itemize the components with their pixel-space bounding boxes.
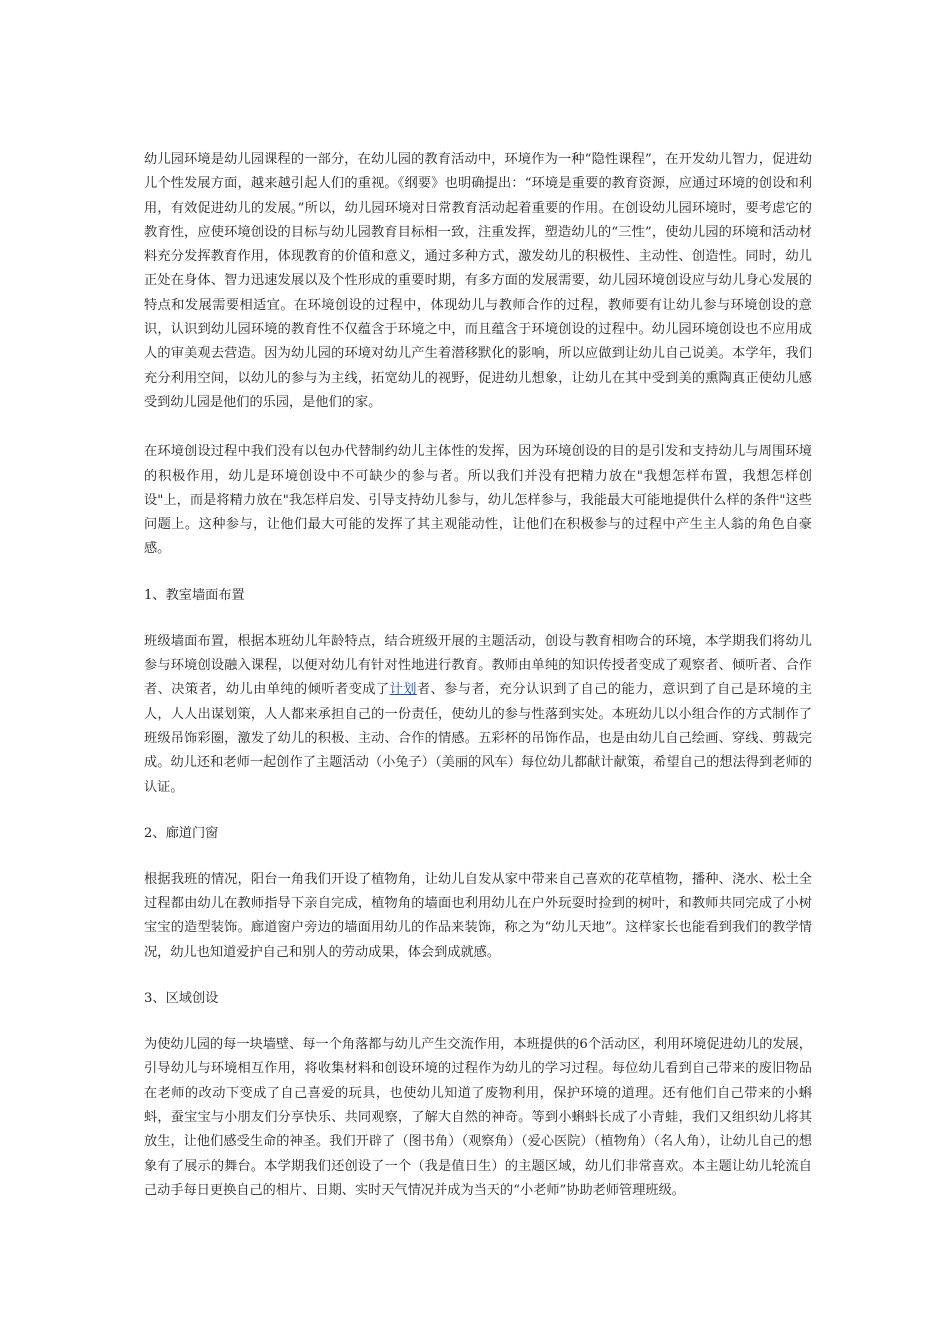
plan-link[interactable]: 计划	[389, 682, 417, 698]
participation-paragraph: 在环境创设过程中我们没有以包办代替制约幼儿主体性的发挥，因为环境创设的目的是引发和支持幼儿与周围环境的积极作用，幼儿是环境创设中不可缺少的参与者。所以我们并没有把精力放在"我想怎样布置，我想怎样创设"上，而是将精力放在"我怎样启发、引导支持幼儿参与，幼儿怎样参与，我能最大可能地提供什么样的条件"这些问题上。这种参与，让他们最大可能的发挥了其主观能动性，让他们在积极参与的过程中产生主人翁的角色自豪感。	[144, 444, 812, 557]
spacer	[144, 965, 812, 987]
spacer	[144, 1011, 812, 1033]
corridor-paragraph: 根据我班的情况，阳台一角我们开设了植物角，让幼儿自发从家中带来自己喜欢的花草植物，播种、浇水、松土全过程都由幼儿在教师指导下亲自完成，植物角的墙面也利用幼儿在户外玩耍时捡到的树叶，和教师共同完成了小树宝宝的造型装饰。廊道窗户旁边的墙面用幼儿的作品来装饰，称之为“幼儿天地”。这样家长也能看到我们的教学情况，幼儿也知道爱护自己和别人的劳动成果，体会到成就感。	[144, 871, 812, 960]
intro-paragraph: 幼儿园环境是幼儿园课程的一部分，在幼儿园的教育活动中，环境作为一种“隐性课程”，在开发幼儿智力，促进幼儿个性发展方面，越来越引起人们的重视。《纲要》也明确提出：“环境是重要的教育资源，应通过环境的创设和利用，有效促进幼儿的发展。”所以，幼儿园环境对日常教育活动起着重要的作用。在创设幼儿园环境时，要考虑它的教育性，应使环境创设的目标与幼儿园教育目标相一致，注重发挥，塑造幼儿的“三性”，使幼儿园的环境和活动材料充分发挥教育作用，体现教育的价值和意义，通过多种方式，激发幼儿的积极性、主动性、创造性。同时，幼儿正处在身体、智力迅速发展以及个性形成的重要时期，有多方面的发展需要，幼儿园环境创设应与幼儿身心发展的特点和发展需要相适宜。在环境创设的过程中，体现幼儿与教师合作的过程，教师要有让幼儿参与环境创设的意识，认识到幼儿园环境的教育性不仅蕴含于环境之中，而且蕴含于环境创设的过程中。幼儿园环境创设也不应用成人的审美观去营造。因为幼儿园的环境对幼儿产生着潜移默化的影响，所以应做到让幼儿自己说美。本学年，我们充分利用空间，以幼儿的参与为主线，拓宽幼儿的视野，促进幼儿想象，让幼儿在其中受到美的熏陶真正使幼儿感受到幼儿园是他们的乐园，是他们的家。	[144, 152, 812, 410]
areas-paragraph: 为使幼儿园的每一块墙壁、每一个角落都与幼儿产生交流作用，本班提供的6个活动区，利用环境促进幼儿的发展，引导幼儿与环境相互作用，将收集材料和创设环境的过程作为幼儿的学习过程。每位幼儿看到自己带来的废旧物品在老师的改动下变成了自己喜爱的玩具，也使幼儿知道了废物利用，保护环境的道理。还有他们自己带来的小蝌蚪，蚕宝宝与小朋友们分享快乐、共同观察，了解大自然的神奇。等到小蝌蚪长成了小青蛙，我们又组织幼儿将其放生，让他们感受生命的神圣。我们开辟了（图书角）（观察角）（爱心医院）（植物角）（名人角），让幼儿自己的想象有了展示的舞台。本学期我们还创设了一个（我是值日生）的主题区域，幼儿们非常喜欢。本主题让幼儿轮流自己动手每日更换自己的相片、日期、实时天气情况并成为当天的“小老师”协助老师管理班级。	[144, 1037, 812, 1198]
wall-text-before-link: 班级墙面布置，根据本班幼儿年龄特点，结合班级开展的主题活动，创设与教育相吻合的环境，本学期我们将幼儿参与环境创设融入课程，以便对幼儿有针对性地进行教育。教师由单纯的知识传授者变成了观察者、倾听者、合作者、决策者，幼儿由单纯的倾听者变成了	[144, 633, 812, 698]
wall-paragraph	[144, 630, 812, 800]
section-heading-areas: 3、区域创设	[144, 991, 219, 1007]
spacer	[144, 415, 812, 440]
wall-text-after-link: 者、参与者，充分认识到了自己的能力，意识到了自己是环境的主人，人人出谋划策，人人都来承担自己的一份责任，使幼儿的参与性落到实处。本班幼儿以小组合作的方式制作了班级吊饰彩圈，激发了幼儿的积极、主动、合作的情感。五彩杯的吊饰作品，也是由幼儿自己绘画、穿线、剪裁完成。幼儿还和老师一起创作了主题活动（小兔子）（美丽的风车）每位幼儿都献计献策，希望自己的想法得到老师的认证。	[144, 682, 813, 795]
spacer	[144, 800, 812, 822]
spacer	[144, 846, 812, 868]
spacer	[144, 608, 812, 630]
document-body	[144, 148, 812, 1203]
section-heading-corridor: 2、廊道门窗	[144, 825, 219, 841]
section-heading-wall: 1、教室墙面布置	[144, 587, 245, 603]
spacer	[144, 562, 812, 584]
